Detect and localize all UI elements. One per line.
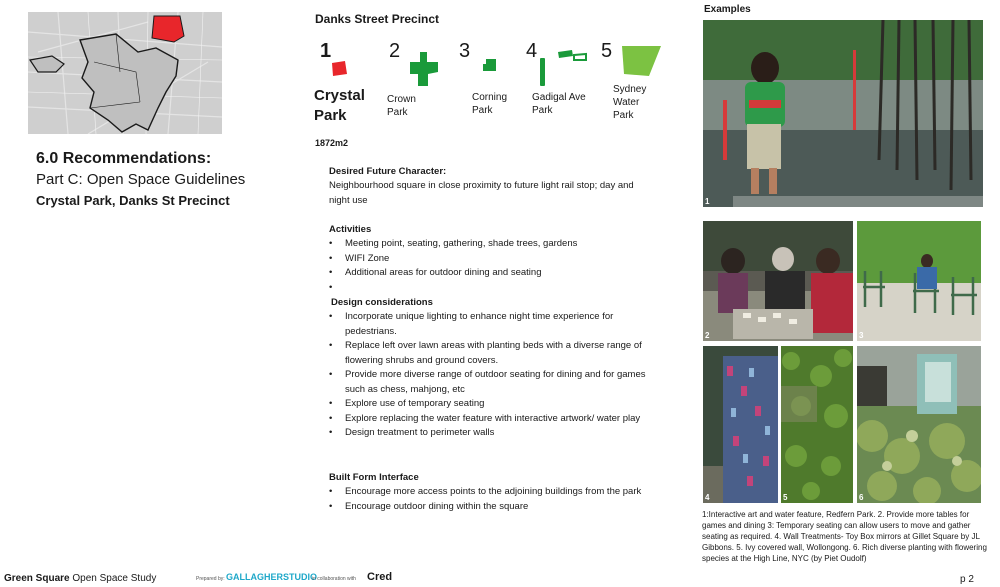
- example-photo-4-graphic: [703, 346, 778, 503]
- park-number-1: 1: [320, 40, 332, 62]
- built-list: [329, 485, 647, 514]
- built-item: • Encourage outdoor dining within the square: [329, 500, 647, 515]
- photo-number: 1: [705, 197, 710, 206]
- park-name-1: Crystal Park: [314, 87, 365, 124]
- example-photo-6-graphic: [857, 346, 981, 503]
- footer-prepared-by: Prepared by:: [196, 576, 225, 582]
- built-heading: Built Form Interface: [329, 472, 419, 483]
- design-list: [329, 310, 647, 441]
- example-photo-2: [703, 221, 853, 341]
- section-subtitle: Part C: Open Space Guidelines: [36, 171, 246, 188]
- footer-study-rest: Open Space Study: [69, 573, 157, 584]
- park-name-3: Corning Park: [472, 92, 508, 116]
- examples-caption: 1:Interactive art and water feature, Redfern Park. 2. Provide more tables for games and dining 3: Temporary seating can allow users to move and gather seating as required. 4. Wall Treatments- Toy Box mirrors at Gillet Square by JL Gibbons. 5. Ivy covered wall, Wollongong. 6. Rich diverse planting with flowering species at the High Line, NYC (by Piet Oudolf): [702, 510, 987, 563]
- example-photo-5-graphic: [781, 346, 853, 503]
- design-item: • Replace left over lawn areas with planting beds with a diverse range of flowering shrubs and ground covers.: [329, 339, 647, 368]
- section-number-title: 6.0 Recommendations:: [36, 150, 212, 167]
- photo-number: 3: [859, 331, 864, 340]
- park-number-5: 5: [601, 40, 613, 62]
- desired-heading: Desired Future Character:: [329, 166, 447, 177]
- location-map: [28, 12, 222, 134]
- photo-number: 2: [705, 331, 710, 340]
- park-name-2: Crown Park: [387, 94, 416, 118]
- section-park-line: Crystal Park, Danks St Precinct: [36, 193, 230, 208]
- desired-text: Neighbourhood square in close proximity to future light rail stop; day and night use: [329, 180, 634, 206]
- park-shape-2: [408, 52, 440, 88]
- design-heading: Design considerations: [331, 297, 433, 308]
- park-name-4: Gadigal Ave Park: [532, 92, 586, 116]
- design-item: • Design treatment to perimeter walls: [329, 426, 647, 441]
- example-photo-5: [781, 346, 853, 503]
- activities-item: • Meeting point, seating, gathering, shade trees, gardens: [329, 237, 649, 252]
- example-photo-3: [857, 221, 981, 341]
- park-shape-4: [536, 48, 588, 88]
- park-shape-5: [619, 42, 663, 78]
- location-map-graphic: [28, 12, 222, 134]
- example-photo-1-graphic: [703, 20, 983, 207]
- activities-item: • WIFI Zone: [329, 252, 649, 267]
- footer-firm-logo: GALLAGHERSTUDIO: [226, 572, 317, 582]
- examples-title: Examples: [704, 4, 751, 15]
- design-item: • Explore use of temporary seating: [329, 397, 647, 412]
- park-name-5: Sydney Water Park: [613, 84, 647, 121]
- footer-collab: in collaboration with: [312, 576, 356, 582]
- example-photo-3-graphic: [857, 221, 981, 341]
- design-item: • Explore replacing the water feature with interactive artwork/ water play: [329, 412, 647, 427]
- page-number: p 2: [960, 574, 974, 585]
- precinct-title: Danks Street Precinct: [315, 12, 440, 26]
- footer-partner-logo: Cred: [367, 571, 393, 583]
- example-photo-6: [857, 346, 981, 503]
- activities-list: [329, 237, 649, 281]
- example-photo-1: [703, 20, 983, 207]
- built-item: • Encourage more access points to the adjoining buildings from the park: [329, 485, 647, 500]
- park-shape-3: [482, 58, 498, 74]
- design-item: • Incorporate unique lighting to enhance night time experience for pedestrians.: [329, 310, 647, 339]
- activities-heading: Activities: [329, 224, 372, 235]
- park-area: 1872m2: [315, 138, 349, 148]
- photo-number: 5: [783, 493, 788, 502]
- footer-study-title: [4, 573, 156, 584]
- park-number-2: 2: [389, 40, 401, 62]
- activities-item: • Additional areas for outdoor dining and seating: [329, 266, 649, 281]
- park-number-3: 3: [459, 40, 471, 62]
- example-photo-2-graphic: [703, 221, 853, 341]
- photo-number: 4: [705, 493, 710, 502]
- park-shape-1: [330, 60, 348, 77]
- design-item: • Provide more diverse range of outdoor seating for dining and for games such as chess, mahjong, etc: [329, 368, 647, 397]
- example-photo-4: [703, 346, 778, 503]
- park-number-4: 4: [526, 40, 538, 62]
- photo-number: 6: [859, 493, 864, 502]
- footer-study-bold: Green Square: [4, 573, 70, 584]
